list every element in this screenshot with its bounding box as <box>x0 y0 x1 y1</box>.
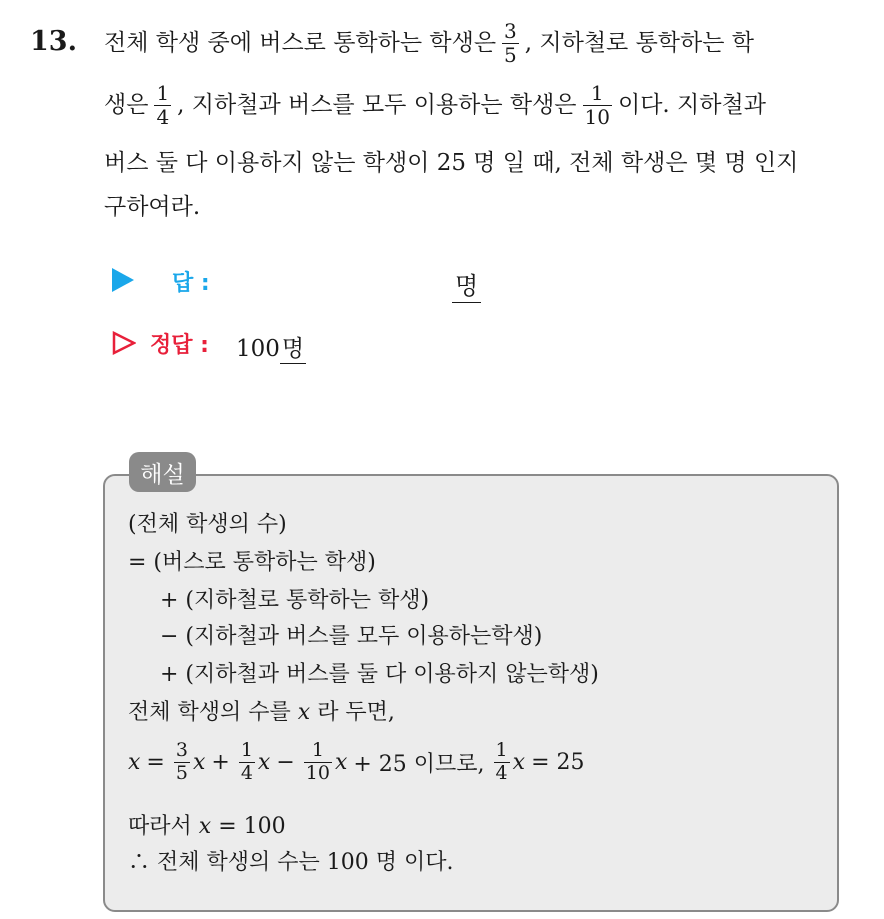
correct-value: 100 <box>236 336 280 362</box>
solution-conclusion: ∴ 전체 학생의 수는 100 명 이다. <box>128 850 454 875</box>
question-text: 전체 학생 중에 버스로 통학하는 학생은 <box>104 30 497 56</box>
fraction-3-5: $\frac{3}{5}$ <box>175 739 188 784</box>
question-line-3: 버스 둘 다 이용하지 않는 학생이 25 명 일 때, 전체 학생은 몇 명 인지 <box>104 150 799 176</box>
solution-box <box>103 474 839 912</box>
answer-label: 답 : <box>172 271 210 296</box>
fraction-1-4: $\frac{1}{4}$ <box>156 81 170 129</box>
fraction-1-10: $\frac{1}{10}$ <box>584 81 610 129</box>
question-text: , 지하철로 통학하는 학 <box>524 30 754 56</box>
fraction-1-10: $\frac{1}{10}$ <box>305 739 330 784</box>
question-text: 생은 <box>104 92 149 118</box>
answer-unit[interactable]: 명 <box>452 266 481 303</box>
question-text: 이다. 지하철과 <box>617 92 766 118</box>
fraction-3-5: $\frac{3}{5}$ <box>504 19 517 67</box>
correct-label: 정답 : <box>150 333 209 358</box>
fraction-1-4: $\frac{1}{4}$ <box>495 739 508 784</box>
question-line-4: 구하여라. <box>104 194 201 220</box>
solution-line: (전체 학생의 수) <box>128 512 287 537</box>
question-line-1 <box>104 20 754 67</box>
solution-tab: 해설 <box>129 452 196 492</box>
correct-arrow-icon <box>112 331 136 355</box>
solution-line: − (지하철과 버스를 모두 이용하는학생) <box>160 624 543 649</box>
solution-line: 전체 학생의 수를 x 라 두면, <box>128 700 395 725</box>
solution-line: 따라서 x = 100 <box>128 814 286 839</box>
fraction-1-4: $\frac{1}{4}$ <box>240 739 253 784</box>
correct-unit: 명 <box>281 336 305 362</box>
question-text: , 지하철과 버스를 모두 이용하는 학생은 <box>177 92 577 118</box>
solution-line: + (지하철로 통학하는 학생) <box>160 588 430 613</box>
question-number: 13. <box>30 26 77 57</box>
answer-arrow-icon <box>112 268 134 292</box>
solution-line: + (지하철과 버스를 둘 다 이용하지 않는학생) <box>160 662 599 687</box>
solution-line: = (버스로 통학하는 학생) <box>128 550 376 575</box>
question-line-2 <box>104 82 766 129</box>
solution-equation: x = $\frac{3}{5}$ x + $\frac{1}{4}$ x − $\frac{1}{10}$ x + 25 이므로, $\frac{1}{4}$ x = 25 <box>128 739 585 784</box>
correct-answer <box>236 330 306 363</box>
